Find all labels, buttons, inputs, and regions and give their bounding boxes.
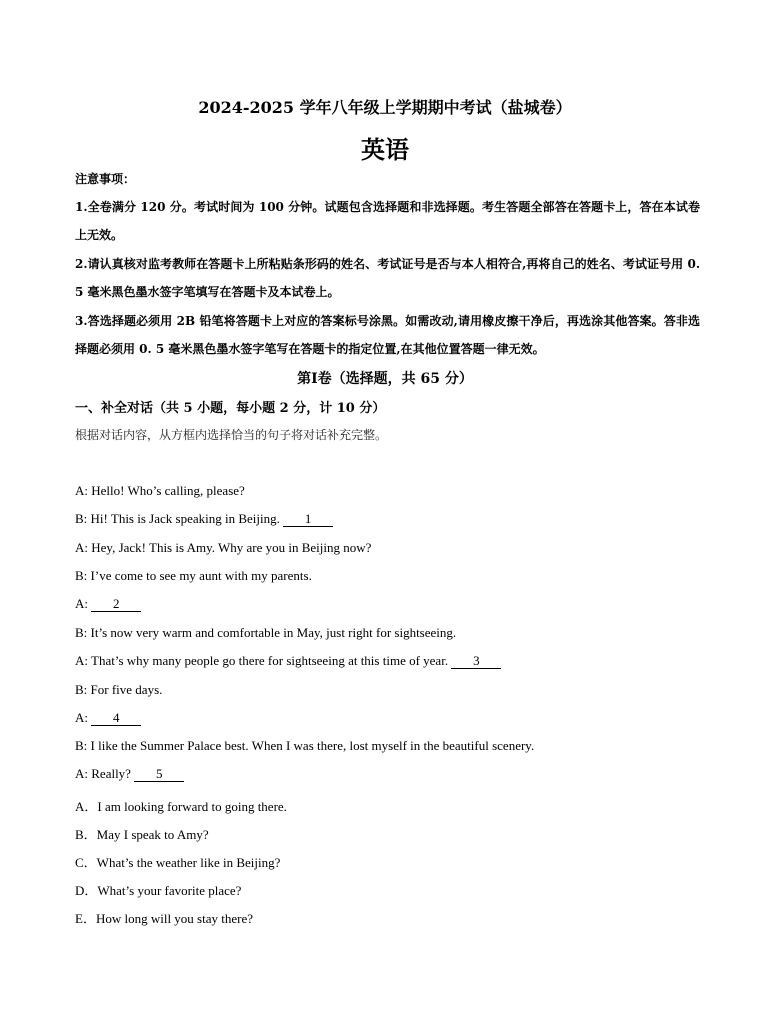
answer-blank: 1 xyxy=(283,512,333,527)
dialogue-line: A: 4 xyxy=(75,710,141,726)
notice-item: 1.全卷满分 120 分。考试时间为 100 分钟。试题包含选择题和非选择题。考生答题全部答在答题卡上，答在本试卷上无效。 xyxy=(75,200,700,242)
dialogue-line: B: I like the Summer Palace best. When I was there, lost myself in the beautiful scenery. xyxy=(75,738,535,753)
answer-blank: 3 xyxy=(451,654,501,669)
dialogue-line: A: Really? 5 xyxy=(75,766,184,782)
option-item: E．How long will you stay there? xyxy=(75,911,253,926)
answer-blank: 5 xyxy=(134,767,184,782)
subject-title: 英语 xyxy=(361,135,409,164)
option-item: C．What’s the weather like in Beijing? xyxy=(75,855,281,870)
dialogue-line: B: It’s now very warm and comfortable in May, just right for sightseeing. xyxy=(75,625,457,640)
section-heading: 第Ⅰ卷（选择题，共 65 分） xyxy=(297,371,473,387)
notice-item: 2.请认真核对监考教师在答题卡上所粘贴条形码的姓名、考试证号是否与本人相符合,再将自己的姓名、考试证号用 0. 5 毫米黑色墨水签字笔填写在答题卡及本试卷上。 xyxy=(75,257,700,299)
exam-title: 2024-2025 学年八年级上学期期中考试（盐城卷） xyxy=(198,98,572,117)
dialogue-line: A: That’s why many people go there for sightseeing at this time of year. 3 xyxy=(75,653,501,669)
dialogue-line: B: Hi! This is Jack speaking in Beijing. 1 xyxy=(75,511,333,527)
dialogue-line: A: Hey, Jack! This is Amy. Why are you in Beijing now? xyxy=(75,540,372,555)
dialogue-line: A: 2 xyxy=(75,596,141,612)
dialogue-line: B: I’ve come to see my aunt with my parents. xyxy=(75,568,312,583)
notice-item: 3.答选择题必须用 2B 铅笔将答题卡上对应的答案标号涂黑。如需改动,请用橡皮擦干净后，再选涂其他答案。答非选择题必须用 0. 5 毫米黑色墨水签字笔写在答题卡的指定位置,在其他位置答题一律无效。 xyxy=(75,314,700,356)
answer-blank: 4 xyxy=(91,711,141,726)
dialogue-line: A: Hello! Who’s calling, please? xyxy=(75,483,245,498)
notice-heading: 注意事项： xyxy=(75,172,136,186)
answer-blank: 2 xyxy=(91,597,141,612)
option-item: B．May I speak to Amy? xyxy=(75,827,209,842)
option-item: D．What’s your favorite place? xyxy=(75,883,242,898)
dialogue-line: B: For five days. xyxy=(75,682,163,697)
part-heading: 一、补全对话（共 5 小题，每小题 2 分，计 10 分） xyxy=(75,401,386,416)
instruction: 根据对话内容，从方框内选择恰当的句子将对话补充完整。 xyxy=(75,428,388,442)
option-item: A．I am looking forward to going there. xyxy=(75,799,287,814)
